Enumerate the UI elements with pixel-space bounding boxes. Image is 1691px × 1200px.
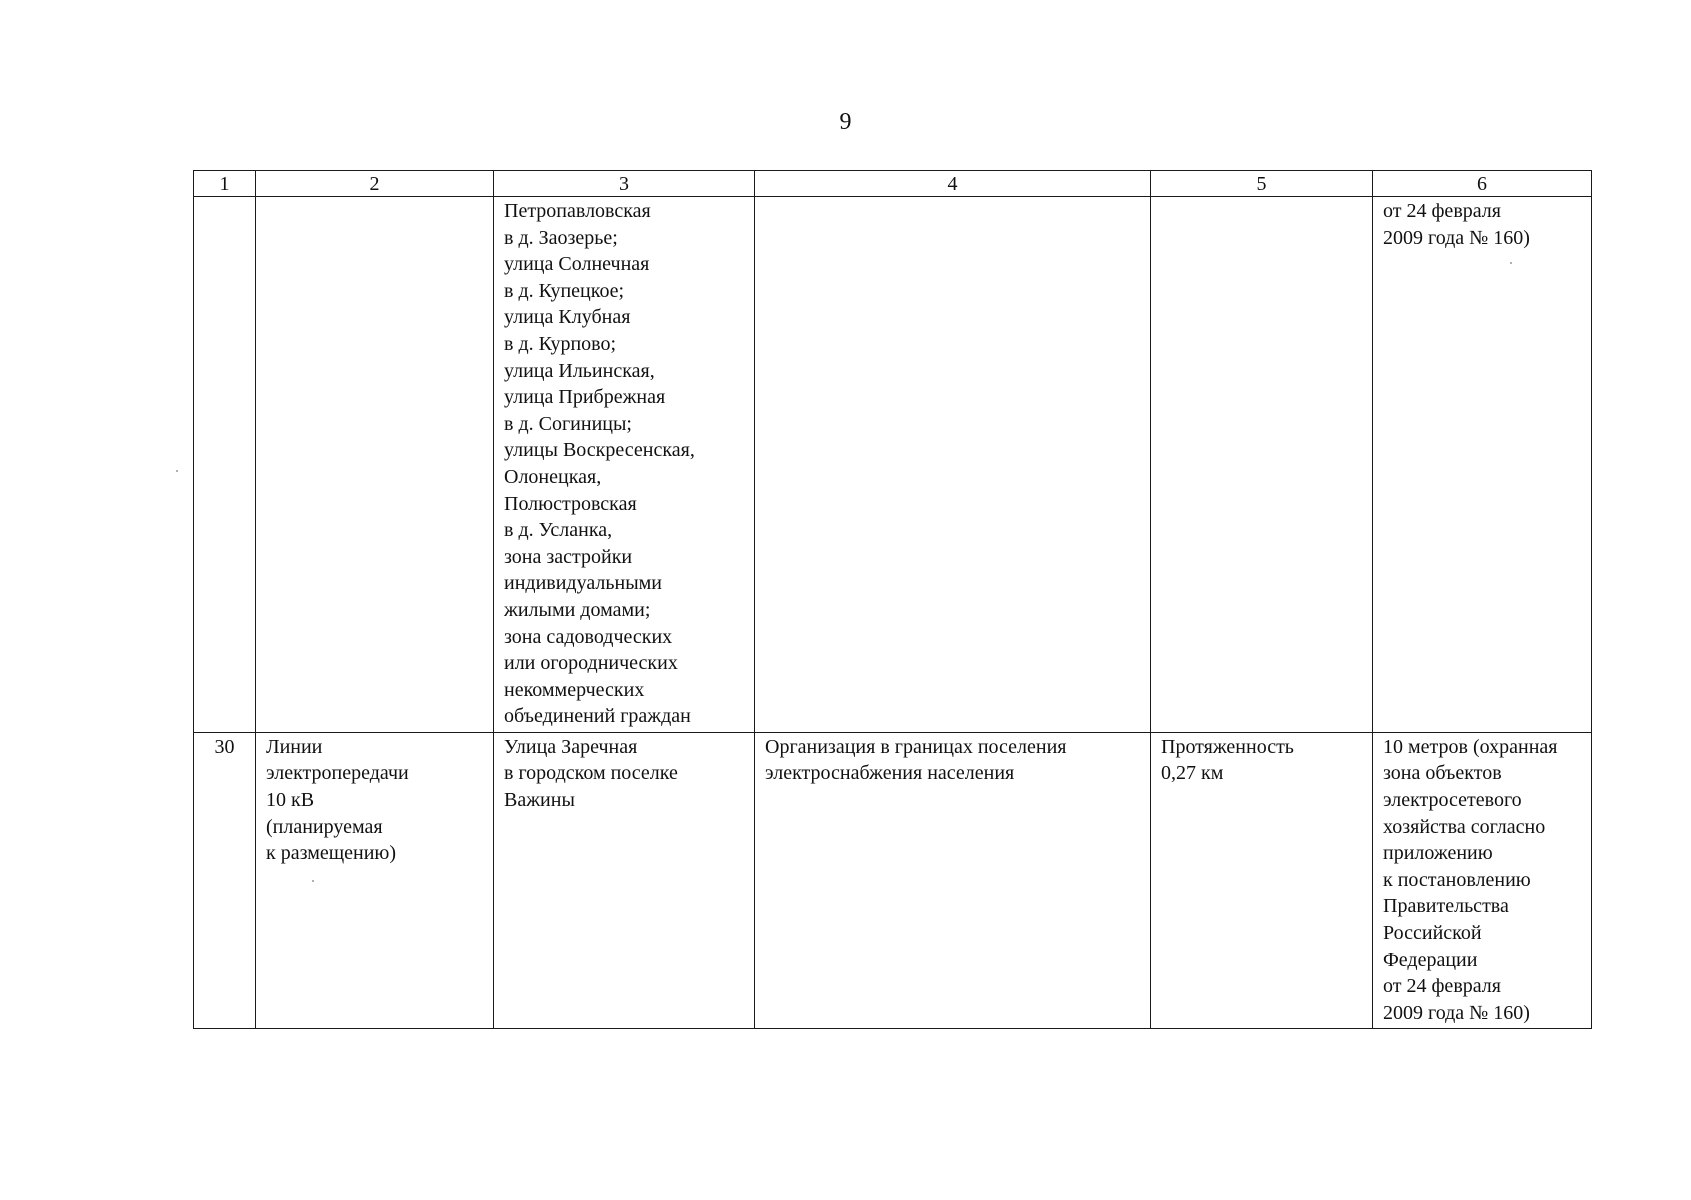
table-row-continuation [194, 197, 1592, 733]
object-name-cell [256, 732, 494, 1029]
text-line: улица Солнечная [504, 253, 650, 276]
text-line: 2009 года № 160) [1383, 226, 1530, 249]
text-line: в городском поселке [504, 762, 678, 785]
text-line: Полюстровская [504, 492, 637, 515]
header-cell-2: 2 [256, 171, 494, 197]
zone-cell [1373, 197, 1592, 733]
location-lines [504, 734, 744, 814]
characteristics-lines [1161, 734, 1362, 787]
text-line: Российской [1383, 922, 1482, 945]
text-line: улица Ильинская, [504, 359, 655, 382]
text-line: к размещению) [266, 842, 397, 865]
purpose-lines [765, 734, 1140, 787]
text-line: 2009 года № 160) [1383, 1001, 1530, 1024]
text-line: Петропавловская [504, 200, 651, 222]
object-name-cell [256, 197, 494, 733]
header-cell-5: 5 [1151, 171, 1373, 197]
characteristics-cell [1151, 732, 1373, 1029]
document-table [193, 170, 1592, 1029]
zone-cell [1373, 732, 1592, 1029]
text-line: Протяженность [1161, 735, 1294, 758]
scan-artifact [176, 470, 178, 472]
text-line: в д. Купецкое; [504, 279, 625, 302]
text-line: зона застройки [504, 545, 633, 568]
text-line: электроснабжения населения [765, 762, 1015, 785]
scan-artifact [312, 880, 314, 882]
characteristics-cell [1151, 197, 1373, 733]
text-line: 0,27 км [1161, 762, 1224, 785]
text-line: жилыми домами; [504, 598, 651, 621]
scan-artifact [1510, 262, 1512, 264]
zone-lines [1383, 734, 1581, 1027]
object-name-lines [266, 734, 483, 867]
text-line: в д. Заозерье; [504, 226, 618, 249]
location-lines [504, 198, 744, 730]
location-cell [494, 732, 755, 1029]
header-cell-3: 3 [494, 171, 755, 197]
text-line: улица Прибрежная [504, 386, 666, 409]
text-line: зона садоводческих [504, 625, 673, 648]
text-line: (планируемая [266, 815, 383, 838]
text-line: Организация в границах поселения [765, 735, 1067, 758]
text-line: зона объектов [1383, 762, 1502, 785]
text-line: 10 метров (охранная [1383, 735, 1558, 758]
location-cell [494, 197, 755, 733]
text-line: Федерации [1383, 948, 1478, 971]
text-line: улицы Воскресенская, [504, 439, 695, 462]
text-line: некоммерческих [504, 678, 645, 701]
row-number-cell: 30 [194, 732, 256, 1029]
purpose-cell [755, 732, 1151, 1029]
text-line: Линии [266, 735, 323, 758]
text-line: Улица Заречная [504, 735, 638, 758]
purpose-cell [755, 197, 1151, 733]
header-cell-4: 4 [755, 171, 1151, 197]
text-line: электропередачи [266, 762, 409, 785]
row-number-cell [194, 197, 256, 733]
text-line: приложению [1383, 842, 1493, 865]
text-line: Важины [504, 789, 575, 812]
text-line: Олонецкая, [504, 465, 602, 488]
text-line: к постановлению [1383, 868, 1531, 891]
text-line: от 24 февраля [1383, 975, 1501, 998]
text-line: улица Клубная [504, 306, 631, 329]
text-line: электросетевого [1383, 789, 1522, 812]
text-line: или огороднических [504, 652, 678, 675]
header-cell-6: 6 [1373, 171, 1592, 197]
text-line: в д. Курпово; [504, 332, 617, 355]
page-number: 9 [839, 109, 852, 135]
table-header-row [194, 171, 1592, 197]
table-row-30 [194, 732, 1592, 1029]
header-cell-1: 1 [194, 171, 256, 197]
text-line: индивидуальными [504, 572, 662, 595]
text-line: хозяйства согласно [1383, 815, 1546, 838]
text-line: в д. Согиницы; [504, 412, 632, 435]
text-line: Правительства [1383, 895, 1509, 918]
text-line: 10 кВ [266, 789, 315, 812]
text-line: в д. Усланка, [504, 519, 613, 542]
text-line: от 24 февраля [1383, 200, 1501, 222]
zone-lines [1383, 198, 1581, 251]
text-line: объединений граждан [504, 705, 691, 728]
